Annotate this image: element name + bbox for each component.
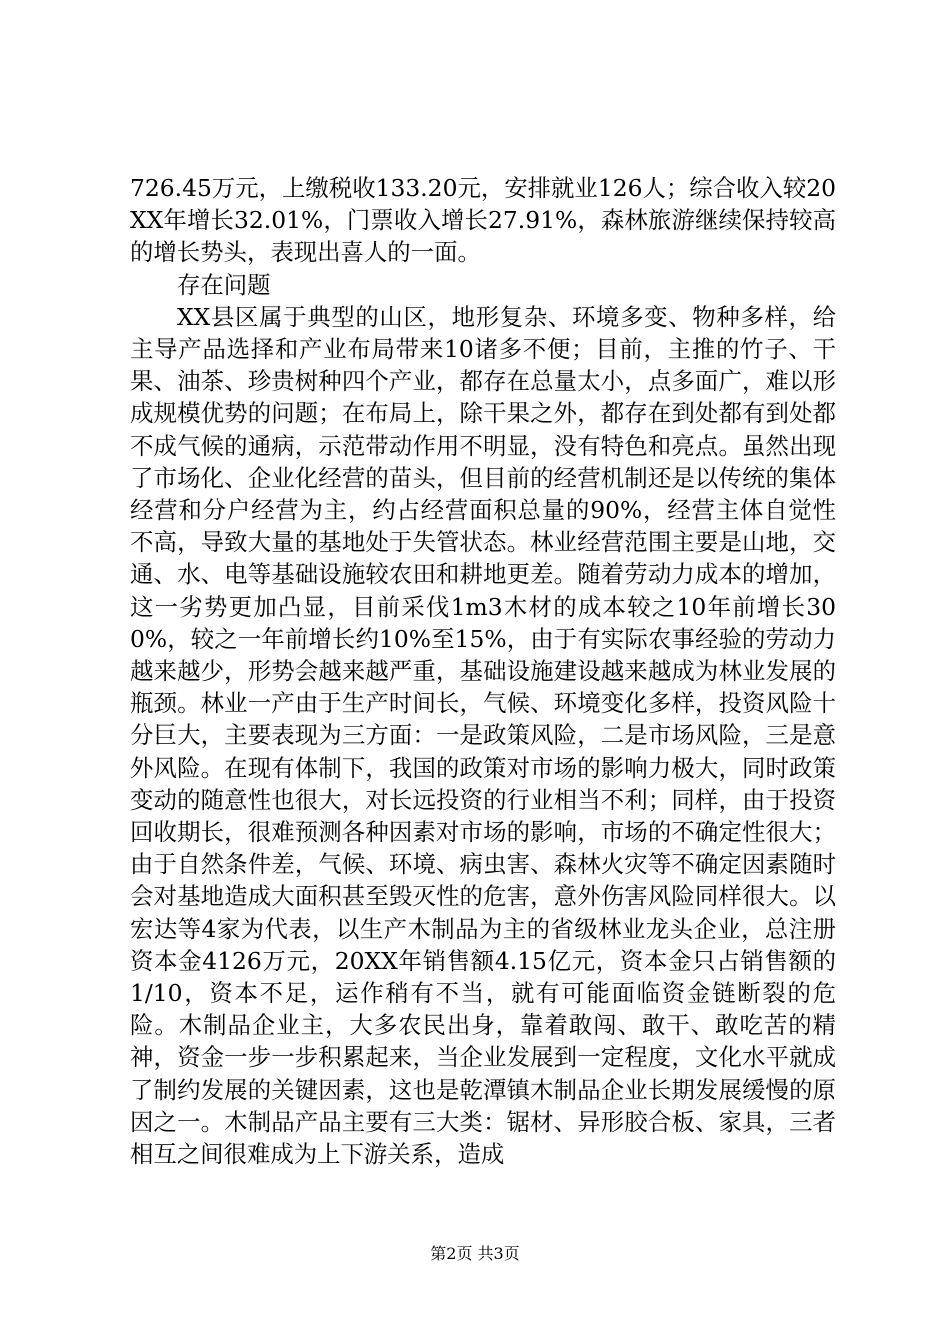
paragraph-continuation: 726.45万元，上缴税收133.20元，安排就业126人；综合收入较20XX年增长32.01%，门票收入增长27.91%，森林旅游继续保持较高的增长势头，表现出喜人的一面。	[130, 174, 836, 267]
paragraph-problems: XX县区属于典型的山区，地形复杂、环境多变、物种多样，给主导产品选择和产业布局带来10诸多不便；目前，主推的竹子、干果、油茶、珍贵树种四个产业，都存在总量太小，点多面广，难以形成规模优势的问题；在布局上，除干果之外，都存在到处都有到处都不成气候的通病，示范带动作用不明显，没有特色和亮点。虽然出现了市场化、企业化经营的苗头，但目前的经营机制还是以传统的集体经营和分户经营为主，约占经营面积总量的90%，经营主体自觉性不高，导致大量的基地处于失管状态。林业经营范围主要是山地，交通、水、电等基础设施较农田和耕地更差。随着劳动力成本的增加，这一劣势更加凸显，目前采伐1m3木材的成本较之10年前增长300%，较之一年前增长约10%至15%，由于有实际农事经验的劳动力越来越少，形势会越来越严重，基础设施建设越来越成为林业发展的瓶颈。林业一产由于生产时间长，气候、环境变化多样，投资风险十分巨大，主要表现为三方面：一是政策风险，二是市场风险，三是意外风险。在现有体制下，我国的政策对市场的影响力极大，同时政策变动的随意性也很大，对长远投资的行业相当不利；同样，由于投资回收期长，很难预测各种因素对市场的影响，市场的不确定性很大；由于自然条件差，气候、环境、病虫害、森林火灾等不确定因素随时会对基地造成大面积甚至毁灭性的危害，意外伤害风险同样很大。以宏达等4家为代表，以生产木制品为主的省级林业龙头企业，总注册资本金4126万元，20XX年销售额4.15亿元，资本金只占销售额的1/10，资本不足，运作稍有不当，就有可能面临资金链断裂的危险。木制品企业主，大多农民出身，靠着敢闯、敢干、敢吃苦的精神，资金一步一步积累起来，当企业发展到一定程度，文化水平就成了制约发展的关键因素，这也是乾潭镇木制品企业长期发展缓慢的原因之一。木制品产品主要有三大类：锯材、异形胶合板、家具，三者相互之间很难成为上下游关系，造成	[130, 302, 836, 1169]
section-heading: 存在问题	[177, 270, 271, 299]
page-footer	[0, 1244, 950, 1264]
document-body	[130, 172, 836, 1170]
page-number: 第2页 共3页	[430, 1244, 520, 1263]
